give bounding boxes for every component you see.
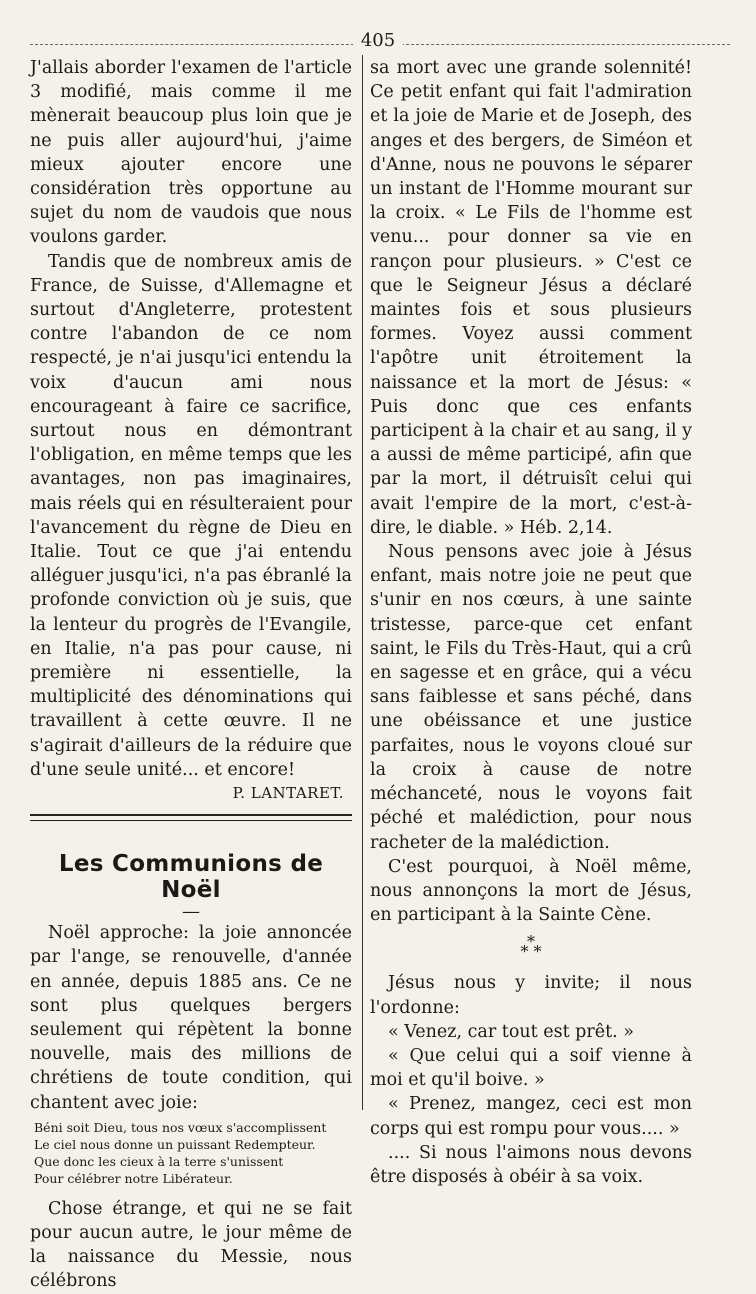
left-column bbox=[30, 56, 352, 1294]
hymn-verse bbox=[34, 1119, 352, 1187]
paragraph: Jésus nous y invite; il nous l'ordonne: bbox=[370, 973, 692, 1018]
verse-line: Le ciel nous donne un puissant Redempteur. bbox=[34, 1136, 316, 1152]
paragraph: Chose étrange, et qui ne se fait pour aucun autre, le jour même de la naissance du Messie, nous célébrons bbox=[30, 1198, 352, 1292]
article-title: Les Communions de Noël bbox=[58, 851, 324, 904]
paragraph: Tandis que de nombreux amis de France, de Suisse, d'Allemagne et surtout d'Angleterre, protestent contre l'abandon de ce nom respecté, je n'ai jusqu'ici entendu la voix d'aucun ami nous encourageant à faire ce sacrifice, surtout nous en démontrant l'obligation, en même temps que les avantages, non pas imaginaires, mais réels qui en résulteraient pour l'avancement du règne de Dieu en Italie. Tout ce que j'ai entendu alléguer jusqu'ici, n'a pas ébranlé la profonde conviction où je suis, que la lenteur du progrès de l'Evangile, en Italie, n'a pas pour cause, ni première ni essentielle, la multiplicité des dénominations qui travaillent à cette œuvre. Il ne s'agirait d'ailleurs de la réduire que d'une seule unité... et encore! bbox=[30, 251, 352, 780]
verse-line: Que donc les cieux à la terre s'unissent bbox=[34, 1153, 284, 1169]
paragraph: sa mort avec une grande solennité! Ce petit enfant qui fait l'admiration et la joie de Marie et de Joseph, des anges et des bergers, de Siméon et d'Anne, nous ne pouvons le séparer un instant de l'Homme mourant sur la croix. « Le Fils de l'homme est venu... pour donner sa vie en rançon pour plusieurs. » C'est ce que le Seigneur Jésus a déclaré maintes fois et sous plusieurs formes. Voyez aussi comment l'apôtre unit étroitement la naissance et la mort de Jésus: « Puis donc que ces enfants participent à la chair et au sang, il y a aussi de même participé, afin que par la mort, il détruisît celui qui avait l'empire de la mort, c'est-à-dire, le diable. » Héb. 2,14. bbox=[370, 58, 692, 538]
paragraph: « Que celui qui a soif vienne à moi et qu'il boive. » bbox=[370, 1045, 692, 1091]
asterism: * * * bbox=[520, 932, 542, 962]
paragraph: « Prenez, mangez, ceci est mon corps qui est rompu pour vous.... » bbox=[370, 1094, 692, 1139]
paragraph: .... Si nous l'aimons nous devons être disposés à obéir à sa voix. bbox=[370, 1142, 692, 1187]
right-column bbox=[370, 56, 692, 1189]
page-number-text: 405 bbox=[353, 30, 403, 51]
page-number bbox=[0, 30, 756, 51]
verse-line: Pour célébrer notre Libérateur. bbox=[34, 1170, 233, 1186]
paragraph: Noël approche: la joie annoncée par l'ange, se renouvelle, d'année en année, depuis 1885 ans. Ce ne sont plus quelques bergers seulement qui répètent la bonne nouvelle, mais des millions de chrétiens de toute condition, qui chantent avec joie: bbox=[30, 923, 352, 1113]
verse-line: Béni soit Dieu, tous nos vœux s'accomplissent bbox=[34, 1119, 327, 1135]
paragraph: C'est pourquoi, à Noël même, nous annonçons la mort de Jésus, en participant à la Sainte Cène. bbox=[370, 856, 692, 926]
author-signature: P. LANTARET. bbox=[232, 784, 344, 803]
section-separator bbox=[30, 814, 352, 821]
paragraph: J'allais aborder l'examen de l'article 3 modifié, mais comme il me mènerait beaucoup plus loin que je ne puis aller aujourd'hui, j'aime mieux ajouter encore une considération très opportune au sujet du nom de vaudois que nous voulons garder. bbox=[30, 58, 352, 248]
title-dash: — bbox=[182, 901, 200, 923]
paragraph: « Venez, car tout est prêt. » bbox=[388, 1021, 634, 1042]
column-divider bbox=[362, 55, 363, 1110]
paragraph: Nous pensons avec joie à Jésus enfant, mais notre joie ne peut que s'unir en nos cœurs, à une sainte tristesse, parce-que cet enfant saint, le Fils du Très-Haut, qui a crû en sagesse et en grâce, qui a vécu sans faiblesse et sans péché, dans une obéissance et une justice parfaites, nous le voyons cloué sur la croix à cause de notre méchanceté, nous le voyons fait péché et malédiction, pour nous racheter de la malédiction. bbox=[370, 542, 692, 853]
